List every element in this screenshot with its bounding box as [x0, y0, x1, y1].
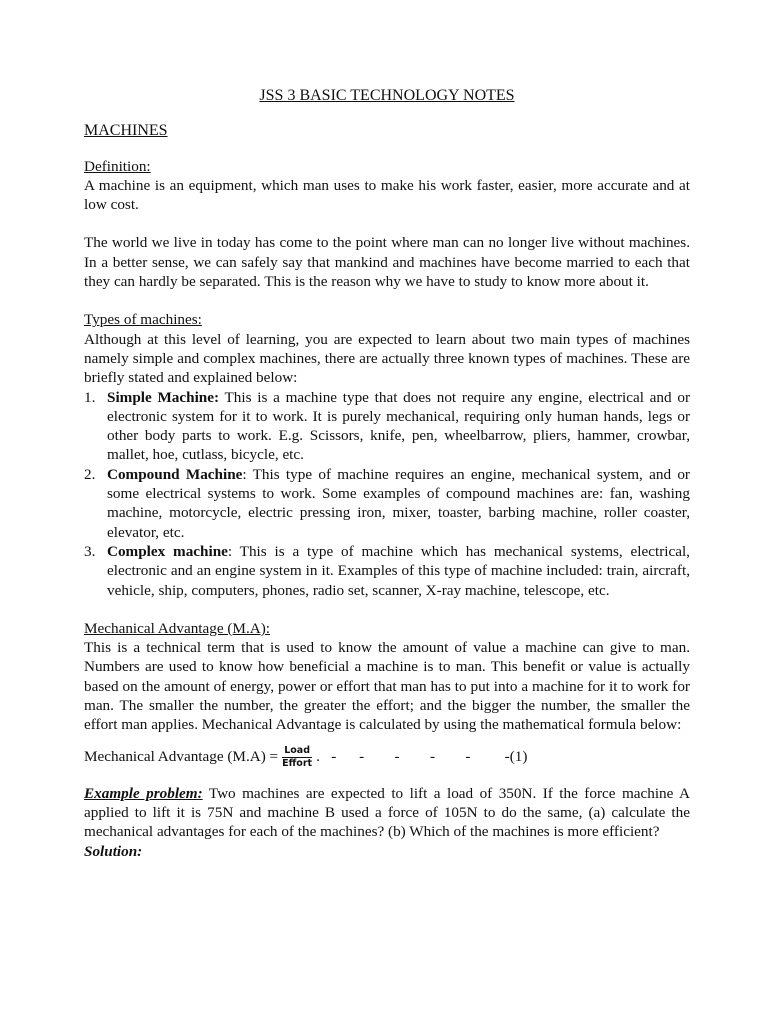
example-text: Two machines are expected to lift a load of 350N. If the force machine A applied to lift it is 75N and machine B used a force of 105N to do the same, (a) calculate the mechanical advantages for each of the machines? (b) Which of the machines is more efficient?: [84, 784, 690, 841]
list-item-term: Compound Machine: [107, 465, 243, 483]
list-item-number: 3.: [84, 542, 96, 560]
solution-label: Solution:: [84, 842, 143, 860]
types-list: [84, 388, 690, 600]
example-label: Example problem:: [84, 784, 203, 802]
definition-text: A machine is an equipment, which man uses to make his work faster, easier, more accurate and at low cost.: [84, 176, 690, 214]
section-heading-machines: MACHINES: [84, 122, 168, 140]
mechanical-advantage-heading: Mechanical Advantage (M.A):: [84, 619, 270, 637]
list-item: [84, 542, 690, 600]
formula-equation-number: . - - - - - -(1): [316, 748, 528, 766]
list-item-term: Complex machine: [107, 542, 228, 560]
list-item: [84, 388, 690, 465]
list-item-number: 2.: [84, 465, 96, 483]
example-problem: [84, 784, 690, 842]
list-item-text: : This type of machine requires an engine, mechanical system, and or some electrical systems to work. Some examples of compound machines are: fan, washing machine, motorcycle, electric pressing iron, mixer, toaster, barbing machine, roller coaster, elevator, etc.: [107, 465, 690, 541]
formula-numerator: Load: [284, 744, 310, 756]
list-item-text: This is a machine type that does not require any engine, electrical and or electronic system for it to work. It is purely mechanical, requiring only human hands, legs or other body parts to work. E.g. Scissors, knife, pen, wheelbarrow, pliers, hammer, crowbar, mallet, hoe, cutlass, bicycle, etc.: [107, 388, 690, 464]
formula-lhs: Mechanical Advantage (M.A) =: [84, 748, 279, 766]
types-heading: Types of machines:: [84, 311, 202, 329]
list-item-number: 1.: [84, 388, 96, 406]
list-item-term: Simple Machine:: [107, 388, 220, 406]
types-intro: Although at this level of learning, you are expected to learn about two main types of machines namely simple and complex machines, there are actually three known types of machines. These are briefly stated and explained below:: [84, 330, 690, 387]
definition-heading: Definition:: [84, 157, 151, 175]
list-item-text: : This is a type of machine which has mechanical systems, electrical, electronic and an engine system in it. Examples of this type of machine included: train, aircraft, vehicle, ship, computers, phones, radio set, scanner, X-ray machine, telescope, etc.: [107, 542, 690, 599]
mechanical-advantage-text: This is a technical term that is used to know the amount of value a machine can give to man. Numbers are used to know how beneficial a machine is to man. This benefit or value is actually based on the amount of energy, power or effort that man has to put into a machine for it to work for man. The smaller the number, the greater the effort; and the bigger the number, the smaller the effort man applies. Mechanical Advantage is calculated by using the mathematical formula below:: [84, 639, 690, 734]
formula-denominator: Effort: [282, 757, 313, 769]
formula-fraction: [280, 745, 314, 770]
list-item: [84, 465, 690, 542]
document-title: JSS 3 BASIC TECHNOLOGY NOTES: [259, 87, 515, 104]
intro-paragraph: The world we live in today has come to the point where man can no longer live without machines. In a better sense, we can safely say that mankind and machines have become married to each that they can hardly be separated. This is the reason why we have to study to know more about it.: [84, 234, 690, 291]
mechanical-advantage-formula: [84, 745, 690, 770]
